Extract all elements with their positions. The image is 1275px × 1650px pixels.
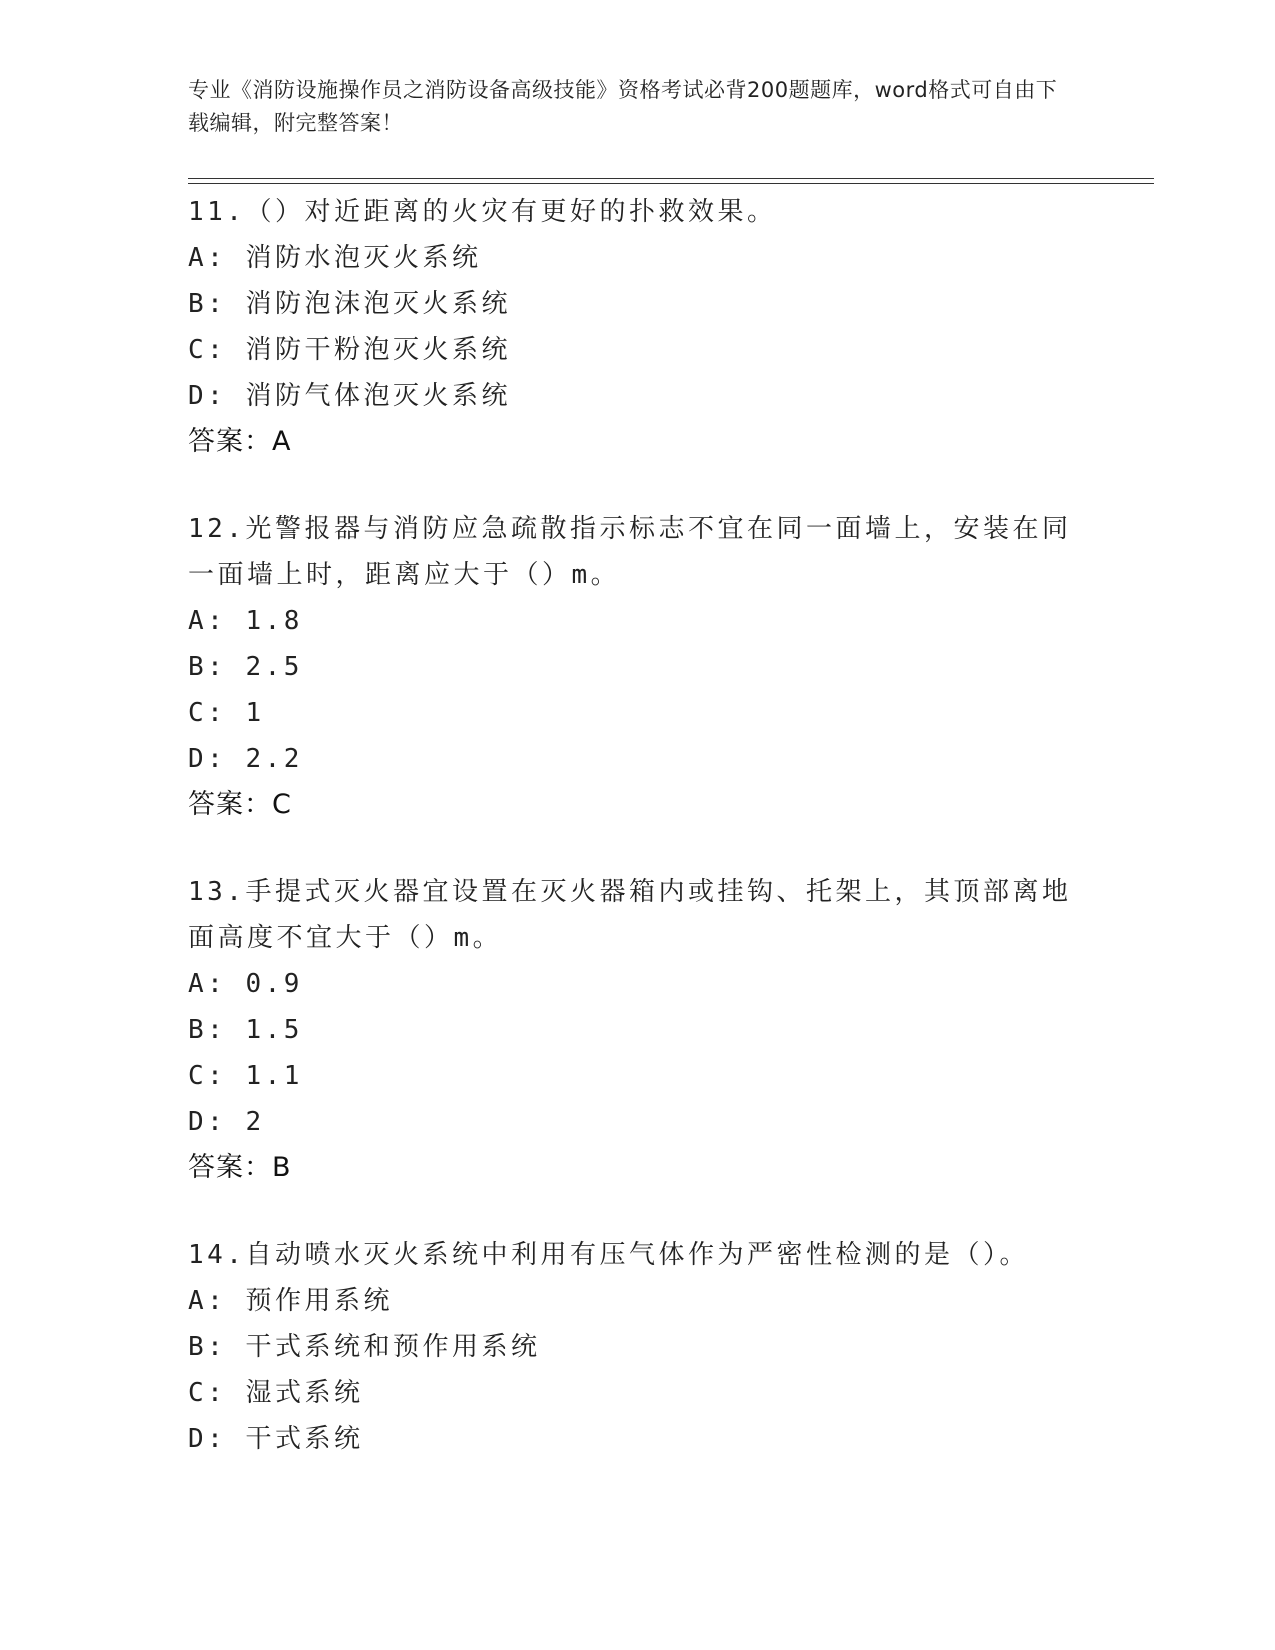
question-stem: 13.手提式灭火器宜设置在灭火器箱内或挂钩、托架上，其顶部离地面高度不宜大于（）m。 [188,877,1072,953]
answer: 答案：A [188,426,292,457]
answer: 答案：C [188,789,292,820]
question-13 [188,869,1088,1191]
option-d: D: 2.2 [188,744,303,774]
option-a: A: 预作用系统 [188,1286,393,1316]
question-stem: 12.光警报器与消防应急疏散指示标志不宜在同一面墙上，安装在同一面墙上时，距离应大于（）m。 [188,514,1072,590]
option-b: B: 消防泡沫泡灭火系统 [188,289,511,319]
option-d: D: 2 [188,1107,265,1137]
option-a: A: 0.9 [188,969,303,999]
header-divider-bottom [188,183,1154,184]
question-stem: 14.自动喷水灭火系统中利用有压气体作为严密性检测的是（）。 [188,1240,1029,1270]
option-d: D: 消防气体泡灭火系统 [188,381,511,411]
option-b: B: 1.5 [188,1015,303,1045]
option-d: D: 干式系统 [188,1424,364,1454]
option-c: C: 1.1 [188,1061,303,1091]
document-header: 专业《消防设施操作员之消防设备高级技能》资格考试必背200题题库，word格式可自由下载编辑，附完整答案！ [188,78,1058,135]
option-a: A: 消防水泡灭火系统 [188,243,482,273]
option-b: B: 2.5 [188,652,303,682]
header-divider-top [188,178,1154,179]
question-list [188,189,1088,1503]
option-c: C: 湿式系统 [188,1378,364,1408]
question-11 [188,189,1088,465]
option-a: A: 1.8 [188,606,303,636]
question-12 [188,506,1088,828]
option-c: C: 消防干粉泡灭火系统 [188,335,511,365]
question-14 [188,1232,1088,1462]
answer: 答案：B [188,1152,292,1183]
question-stem: 11.（）对近距离的火灾有更好的扑救效果。 [188,197,777,227]
option-c: C: 1 [188,698,265,728]
option-b: B: 干式系统和预作用系统 [188,1332,541,1362]
